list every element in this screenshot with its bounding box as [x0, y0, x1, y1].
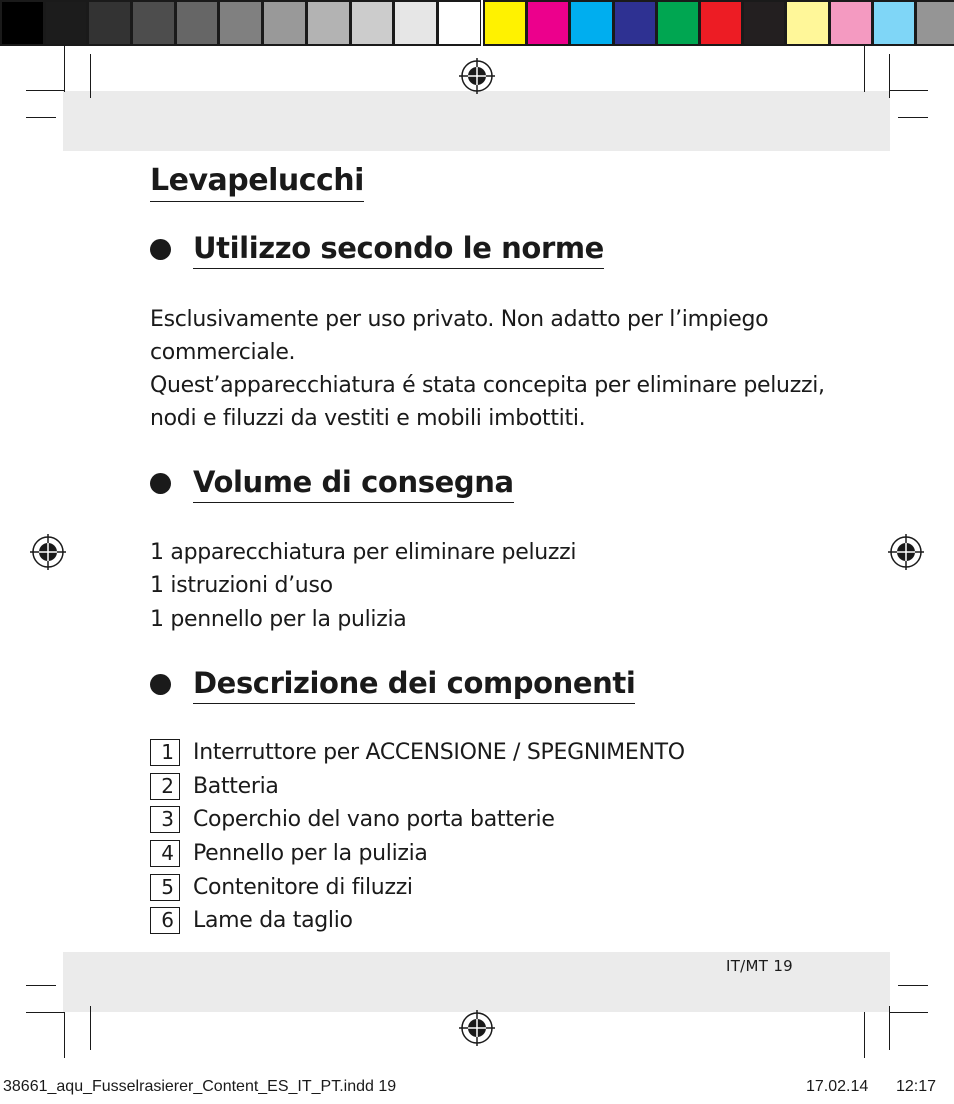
slug-filename: 38661_aqu_Fusselrasierer_Content_ES_IT_PT.indd 19: [3, 1078, 397, 1095]
color-swatch: [656, 0, 699, 46]
bullet-dot-icon: [150, 473, 171, 494]
paragraph-line: Quest’apparecchiatura é stata concepita per eliminare peluzzi,: [150, 373, 825, 398]
color-swatch: [569, 0, 612, 46]
delivery-item: 1 apparecchiatura per eliminare peluzzi: [150, 540, 577, 565]
color-swatch: [613, 0, 656, 46]
color-swatch: [393, 0, 437, 46]
section-heading-usage: [150, 230, 604, 269]
section-heading-delivery: [150, 464, 514, 503]
list-item: [150, 904, 685, 938]
component-label: Lame da taglio: [193, 908, 353, 934]
component-label: Coperchio del vano porta batterie: [193, 807, 555, 833]
list-item: [150, 770, 685, 804]
color-swatch: [483, 0, 526, 46]
section-title: Descrizione dei componenti: [193, 665, 635, 704]
bullet-dot-icon: [150, 239, 171, 260]
paragraph-line: nodi e filuzzi da vestiti e mobili imbottiti.: [150, 406, 586, 431]
color-swatch: [829, 0, 872, 46]
slug-date: 17.02.14: [806, 1078, 869, 1095]
color-swatch: [699, 0, 742, 46]
slug-time: 12:17: [896, 1078, 937, 1095]
color-swatch: [87, 0, 131, 46]
color-swatch: [350, 0, 394, 46]
section-title: Volume di consegna: [193, 464, 514, 503]
list-item: [150, 803, 685, 837]
registration-mark-icon: [459, 58, 495, 94]
component-number: 1: [150, 739, 180, 766]
color-swatch: [915, 0, 954, 46]
component-number: 2: [150, 773, 180, 800]
section-title: Utilizzo secondo le norme: [193, 230, 604, 269]
components-list: [150, 736, 685, 938]
list-item: [150, 870, 685, 904]
component-number: 6: [150, 907, 180, 934]
color-swatch: [742, 0, 785, 46]
list-item: [150, 837, 685, 871]
section-heading-components: [150, 665, 635, 704]
paragraph-line: commerciale.: [150, 340, 296, 365]
delivery-item: 1 pennello per la pulizia: [150, 607, 407, 632]
registration-mark-icon: [888, 534, 924, 570]
color-swatch: [262, 0, 306, 46]
list-item: [150, 736, 685, 770]
registration-mark-icon: [30, 534, 66, 570]
component-number: 4: [150, 840, 180, 867]
component-number: 5: [150, 874, 180, 901]
color-swatch: [0, 0, 44, 46]
component-label: Batteria: [193, 773, 279, 799]
color-swatch: [175, 0, 219, 46]
registration-mark-icon: [459, 1010, 495, 1046]
bullet-dot-icon: [150, 674, 171, 695]
component-label: Contenitore di filuzzi: [193, 874, 413, 900]
component-label: Pennello per la pulizia: [193, 841, 428, 867]
color-swatch: [131, 0, 175, 46]
component-number: 3: [150, 806, 180, 833]
color-swatch: [872, 0, 915, 46]
paragraph-line: Esclusivamente per uso privato. Non adatto per l’impiego: [150, 307, 769, 332]
grayscale-color-bar: [0, 0, 481, 46]
page-title: Levapelucchi: [150, 163, 364, 202]
process-color-bar: [483, 0, 954, 46]
header-band: [63, 91, 890, 151]
delivery-item: 1 istruzioni d’uso: [150, 573, 333, 598]
page-number: IT/MT 19: [726, 957, 793, 975]
component-label: Interruttore per ACCENSIONE / SPEGNIMENTO: [193, 740, 685, 766]
color-swatch: [306, 0, 350, 46]
color-swatch: [437, 0, 481, 46]
color-swatch: [526, 0, 569, 46]
color-swatch: [785, 0, 828, 46]
color-swatch: [44, 0, 88, 46]
color-swatch: [218, 0, 262, 46]
